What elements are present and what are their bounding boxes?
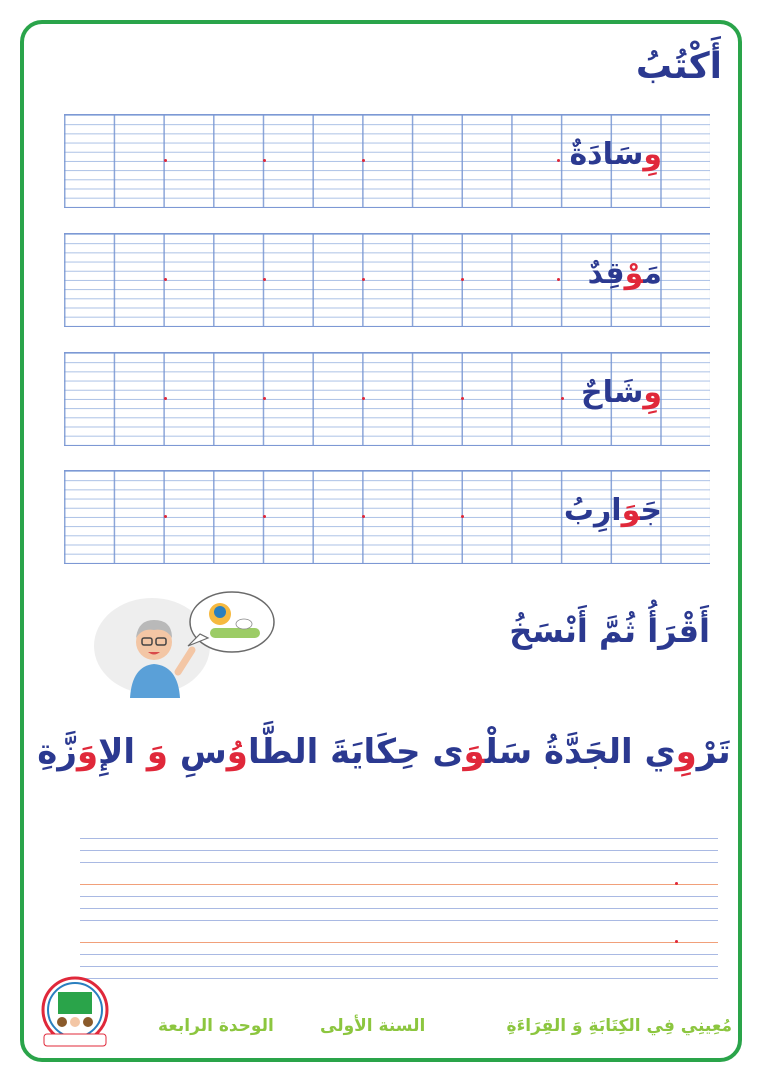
guide-dot xyxy=(263,515,266,518)
ruled-line xyxy=(80,908,718,909)
guide-dot xyxy=(461,397,464,400)
guide-dot xyxy=(164,397,167,400)
guide-dot xyxy=(263,159,266,162)
writing-grid xyxy=(64,352,710,446)
word-model: وِشَاحٌ xyxy=(580,375,662,410)
guide-dot xyxy=(362,397,365,400)
footer-book-title: مُعِينِي فِي الكِتَابَةِ وَ القِرَاءَةِ xyxy=(506,1016,732,1036)
word-model: مَوْقِدٌ xyxy=(587,256,662,291)
ruled-line xyxy=(80,920,718,921)
ruled-line xyxy=(80,966,718,967)
heading-write: أَكْتُبُ xyxy=(635,46,722,87)
guide-dot xyxy=(557,278,560,281)
writing-grid xyxy=(64,233,710,327)
writing-grid xyxy=(64,470,710,564)
guide-dot xyxy=(164,515,167,518)
publisher-logo xyxy=(36,976,114,1048)
guide-dot xyxy=(362,278,365,281)
ruled-line xyxy=(80,850,718,851)
word-model: وِسَادَةٌ xyxy=(569,137,662,172)
guide-dot xyxy=(362,159,365,162)
model-sentence: تَرْوِي الجَدَّةُ سَلْوَى حِكَايَةَ الطَّاوُسِ وَ الإِوَزَّةِ xyxy=(37,732,731,772)
base-line xyxy=(80,942,718,943)
ruled-line xyxy=(80,838,718,839)
writing-grid xyxy=(64,114,710,208)
ruled-line xyxy=(80,954,718,955)
footer-unit: الوحدة الرابعة xyxy=(158,1016,274,1036)
guide-dot xyxy=(557,159,560,162)
guide-dot xyxy=(164,159,167,162)
start-mark xyxy=(675,882,678,885)
guide-dot xyxy=(263,278,266,281)
ruled-line xyxy=(80,862,718,863)
guide-dot xyxy=(263,397,266,400)
footer-year: السنة الأولى xyxy=(320,1016,426,1036)
guide-dot xyxy=(461,278,464,281)
heading-read-copy: أَقْرَأُ ثُمَّ أَنْسَخُ xyxy=(509,612,710,650)
grandmother-storytelling-illustration xyxy=(92,588,292,698)
start-mark xyxy=(675,940,678,943)
guide-dot xyxy=(362,515,365,518)
guide-dot xyxy=(164,278,167,281)
ruled-line xyxy=(80,978,718,979)
guide-dot xyxy=(461,515,464,518)
guide-dot xyxy=(561,397,564,400)
word-model: جَوَارِبُ xyxy=(563,493,662,528)
copy-lines xyxy=(80,838,718,988)
ruled-line xyxy=(80,896,718,897)
base-line xyxy=(80,884,718,885)
